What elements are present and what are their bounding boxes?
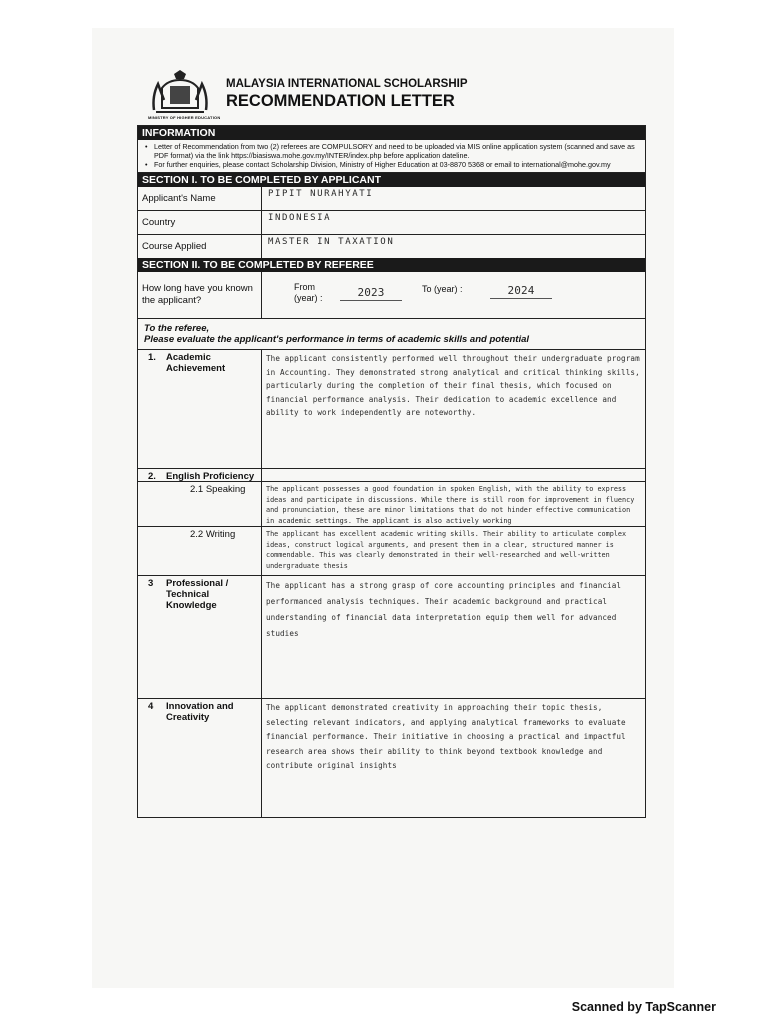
professional-comment: The applicant has a strong grasp of core accounting principles and financial performanced analysis techniques. Their academic background and practical understanding of financial data interpretation equip them well for advanced studies bbox=[266, 581, 622, 638]
writing-label: 2.2 Writing bbox=[190, 529, 236, 540]
crest-caption: MINISTRY OF HIGHER EDUCATION bbox=[148, 115, 221, 120]
section1-heading: SECTION I. TO BE COMPLETED BY APPLICANT bbox=[138, 173, 645, 187]
academic-comment: The applicant consistently performed well throughout their undergraduate program in Accounting. They demonstrated strong analytical and critical thinking skills, particularly during the completion of their final thesis, which focused on financial performance analysis. Their dedication to academic excellence and ability to work independently are noteworthy. bbox=[266, 354, 640, 417]
info-bullet-1: • Letter of Recommendation from two (2) referees are COMPULSORY and need to be uploaded via MIS online application system (scanned and save as PDF format) via the link https://biasiswa.mohe.gov.my/INTER/index.php before application dateline. bbox=[148, 142, 639, 160]
professional-title: Professional / Technical Knowledge bbox=[166, 578, 229, 611]
known-duration-values bbox=[262, 272, 645, 318]
speaking-heading bbox=[138, 482, 262, 526]
speaking-label: 2.1 Speaking bbox=[190, 484, 246, 495]
info-bullet-2: • For further enquiries, please contact Scholarship Division, Ministry of Higher Education at 03-8870 5368 or email to international@mohe.gov.my bbox=[148, 160, 639, 169]
professional-heading bbox=[138, 576, 262, 698]
innovation-comment: The applicant demonstrated creativity in approaching their topic thesis, selecting relevant indicators, and applying analytical frameworks to evaluate financial performance. Their initiative in choosing a practical and impactful research area shows their ability to think beyond textbook knowledge and contribute original insights bbox=[266, 703, 626, 770]
to-year-label: To (year) : bbox=[422, 284, 463, 294]
english-heading bbox=[138, 469, 262, 481]
speaking-comment: The applicant possesses a good foundation in spoken English, with the ability to express ideas and participate in discussions. While there is still room for improvement in fluency and pronunciation, these are minor limitations that do not hinder effective communication in academic settings. The applicant is also actively working bbox=[266, 485, 635, 525]
referee-greeting: To the referee, bbox=[144, 323, 210, 334]
tapscanner-watermark: Scanned by TapScanner bbox=[571, 1000, 716, 1014]
english-number: 2. bbox=[148, 471, 156, 482]
to-year-value: 2024 bbox=[490, 284, 552, 299]
course-row bbox=[138, 235, 645, 258]
country-label: Country bbox=[138, 211, 262, 234]
country-value: INDONESIA bbox=[268, 213, 332, 223]
academic-number: 1. bbox=[148, 352, 156, 363]
from-year-label: From (year) : bbox=[294, 282, 323, 303]
section2-heading: SECTION II. TO BE COMPLETED BY REFEREE bbox=[138, 258, 645, 272]
referee-instruction: Please evaluate the applicant's performance in terms of academic skills and potential bbox=[144, 334, 530, 345]
information-block bbox=[138, 140, 645, 173]
applicant-name-value: PIPIT NURAHYATI bbox=[268, 189, 374, 199]
applicant-name-row bbox=[138, 187, 645, 211]
recommendation-form bbox=[137, 125, 646, 818]
innovation-heading bbox=[138, 699, 262, 817]
referee-prompt bbox=[138, 319, 645, 350]
innovation-title: Innovation and Creativity bbox=[166, 701, 234, 723]
criterion-writing bbox=[138, 527, 645, 576]
english-spacer bbox=[262, 469, 645, 481]
scholarship-title: MALAYSIA INTERNATIONAL SCHOLARSHIP bbox=[226, 78, 468, 90]
innovation-number: 4 bbox=[148, 701, 154, 712]
writing-comment: The applicant has excellent academic writing skills. Their ability to articulate complex ideas, construct logical arguments, and present them in a clear, structured manner is commendable. This was clearly demonstrated in their well-researched and well-written undergraduate thesis bbox=[266, 530, 627, 570]
academic-heading bbox=[138, 350, 262, 468]
country-row bbox=[138, 211, 645, 235]
writing-heading bbox=[138, 527, 262, 575]
letter-header bbox=[148, 70, 628, 122]
english-title: English Proficiency bbox=[166, 471, 255, 482]
known-duration-label: How long have you known the applicant? bbox=[138, 272, 262, 318]
criterion-english bbox=[138, 469, 645, 481]
known-duration-row bbox=[138, 272, 645, 319]
academic-title: Academic Achievement bbox=[166, 352, 226, 374]
letter-title: RECOMMENDATION LETTER bbox=[226, 92, 455, 110]
criterion-professional bbox=[138, 576, 645, 699]
criterion-innovation bbox=[138, 699, 645, 818]
criterion-speaking bbox=[138, 481, 645, 527]
from-year-value: 2023 bbox=[340, 286, 402, 301]
professional-number: 3 bbox=[148, 578, 154, 589]
course-value: MASTER IN TAXATION bbox=[268, 237, 395, 247]
course-label: Course Applied bbox=[138, 235, 262, 258]
information-heading: INFORMATION bbox=[138, 126, 645, 140]
criterion-academic bbox=[138, 350, 645, 469]
applicant-name-label: Applicant's Name bbox=[138, 187, 262, 210]
